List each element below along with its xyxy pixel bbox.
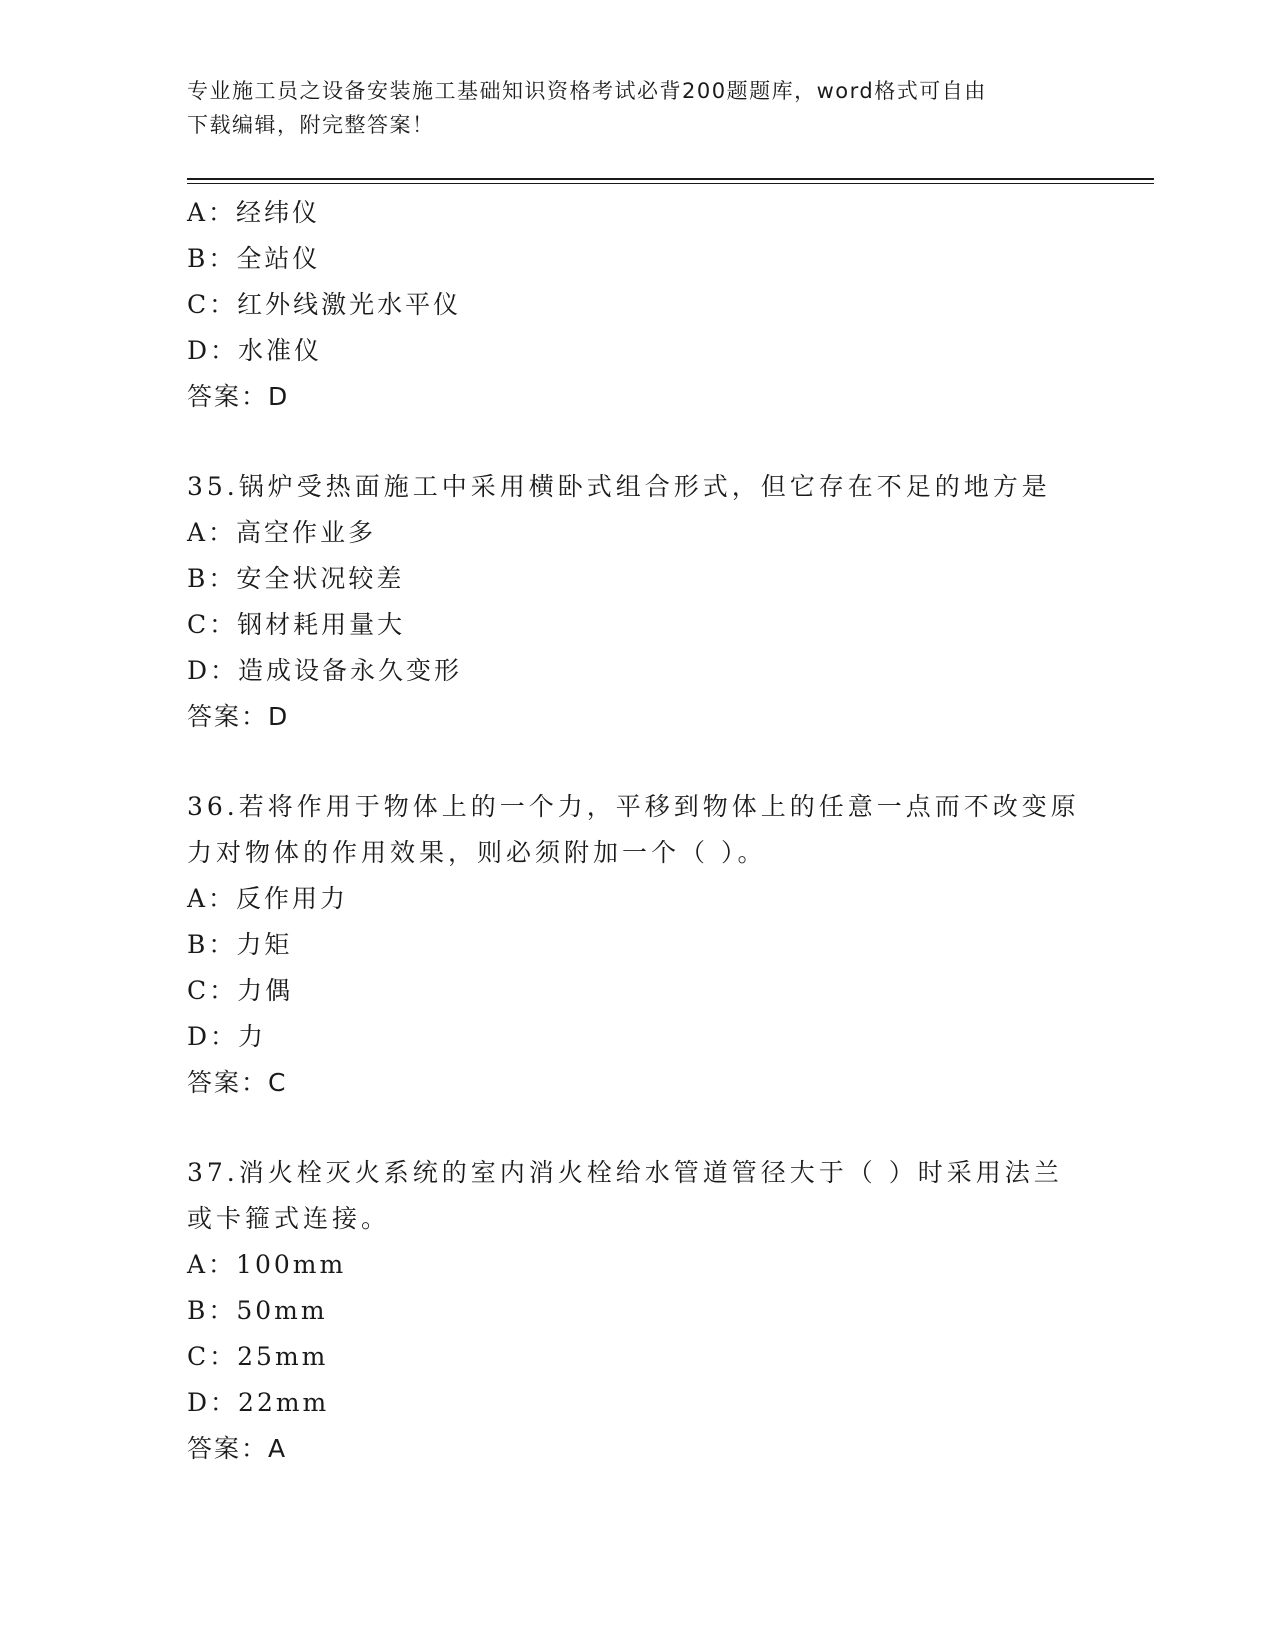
header-line-1: 专业施工员之设备安装施工基础知识资格考试必背200题题库，word格式可自由	[187, 79, 987, 103]
header-rule-thick	[187, 178, 1154, 180]
question-list	[187, 190, 1087, 1472]
option-d: D：22mm	[187, 1388, 330, 1417]
option-a: A：反作用力	[187, 884, 349, 913]
question-block-carryover	[187, 190, 1087, 420]
answer-line: 答案：D	[187, 382, 290, 411]
answer-line: 答案：A	[187, 1434, 288, 1463]
question-text-continued: 或卡箍式连接。	[187, 1204, 391, 1233]
option-c: C：红外线激光水平仪	[187, 290, 462, 319]
option-c: C：25mm	[187, 1342, 329, 1371]
spacer	[187, 1106, 1087, 1150]
question-text: 35.锅炉受热面施工中采用横卧式组合形式，但它存在不足的地方是	[187, 472, 1051, 501]
question-block-37	[187, 1150, 1087, 1472]
option-b: B：50mm	[187, 1296, 328, 1325]
header-rule-thin	[187, 183, 1154, 184]
option-a: A：高空作业多	[187, 518, 377, 547]
question-text: 37.消火栓灭火系统的室内消火栓给水管道管径大于（ ）时采用法兰	[187, 1158, 1063, 1187]
question-block-35	[187, 464, 1087, 740]
document-header	[187, 74, 1067, 142]
option-d: D：力	[187, 1022, 267, 1051]
option-d: D：造成设备永久变形	[187, 656, 463, 685]
answer-line: 答案：D	[187, 702, 290, 731]
option-d: D：水准仪	[187, 336, 323, 365]
spacer	[187, 420, 1087, 464]
question-block-36	[187, 784, 1087, 1106]
option-b: B：力矩	[187, 930, 293, 959]
answer-line: 答案：C	[187, 1068, 288, 1097]
option-c: C：力偶	[187, 976, 294, 1005]
question-text-continued: 力对物体的作用效果，则必须附加一个（ ）。	[187, 838, 767, 867]
option-a: A：经纬仪	[187, 198, 321, 227]
option-a: A：100mm	[187, 1250, 347, 1279]
option-c: C：钢材耗用量大	[187, 610, 406, 639]
option-b: B：全站仪	[187, 244, 321, 273]
header-line-2: 下载编辑，附完整答案！	[187, 113, 435, 137]
option-b: B：安全状况较差	[187, 564, 405, 593]
spacer	[187, 740, 1087, 784]
question-text: 36.若将作用于物体上的一个力，平移到物体上的任意一点而不改变原	[187, 792, 1080, 821]
